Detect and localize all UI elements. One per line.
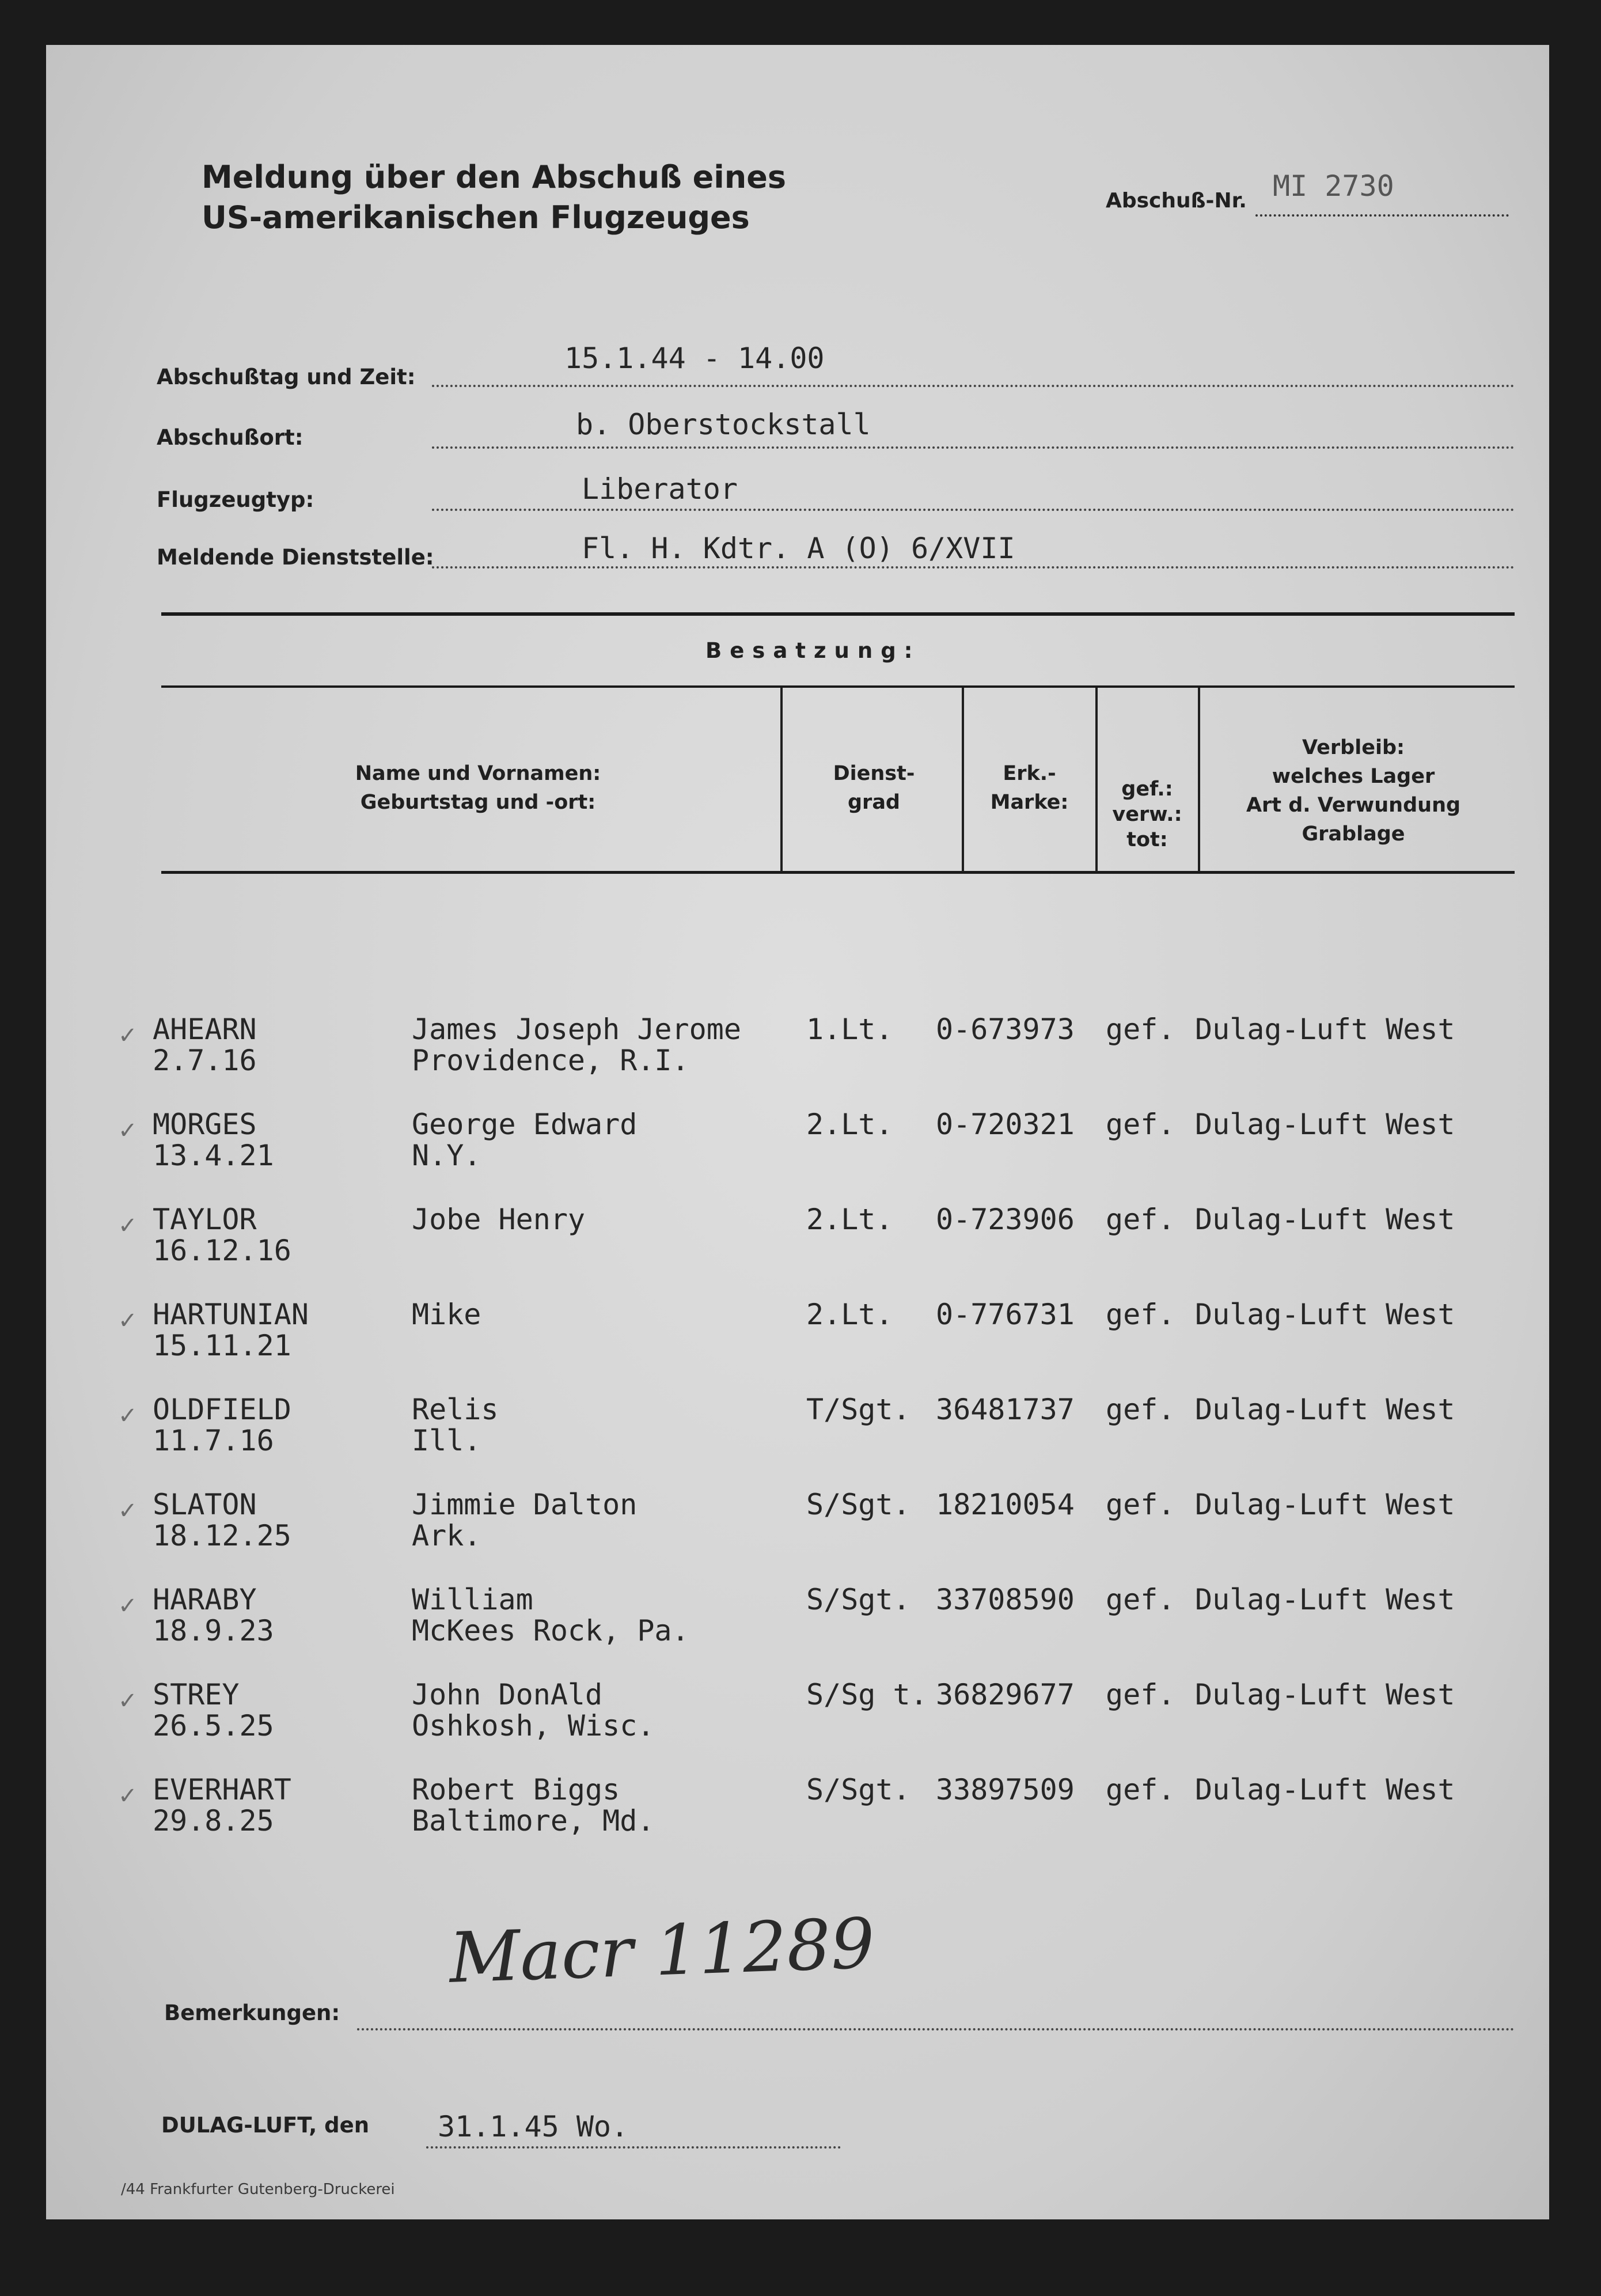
table-row-status: gef. (1106, 1298, 1175, 1331)
check-mark-icon: ✓ (118, 1688, 138, 1714)
table-row-rank: S/Sgt. (806, 1773, 910, 1806)
column-header-rank-line1: Dienst- (833, 762, 915, 785)
form-title-line1: Meldung über den Abschuß eines (202, 159, 787, 195)
table-header-top-border (161, 685, 1515, 688)
table-row-birthdate: 2.7.16 (153, 1044, 257, 1077)
table-column-divider (1095, 688, 1098, 872)
table-row-first-name: Jobe Henry (412, 1203, 586, 1236)
table-row-status: gef. (1106, 1203, 1175, 1236)
table-row-birthdate: 26.5.25 (153, 1709, 274, 1742)
column-header-verbleib (1201, 733, 1506, 848)
place-date-label: DULAG-LUFT, den (161, 2113, 370, 2138)
column-header-name-line2: Geburtstag und -ort: (360, 791, 596, 814)
table-row-location: Dulag-Luft West (1195, 1393, 1455, 1426)
field-label-aircraft: Flugzeugtyp: (157, 487, 314, 512)
table-row-status: gef. (1106, 1108, 1175, 1141)
table-row-last-name: EVERHART (153, 1773, 291, 1806)
table-row-first-name: Mike (412, 1298, 481, 1331)
abschuss-nr-line (1255, 214, 1509, 217)
crew-section-title: Besatzung: (705, 638, 921, 663)
table-row-rank: S/Sgt. (806, 1583, 910, 1616)
table-row-last-name: AHEARN (153, 1013, 257, 1046)
field-value-place: b. Oberstockstall (576, 408, 871, 441)
table-row-location: Dulag-Luft West (1195, 1013, 1455, 1046)
table-row-birthdate: 11.7.16 (153, 1424, 274, 1457)
abschuss-nr-label: Abschuß-Nr. (1106, 189, 1247, 213)
table-row-origin: Oshkosh, Wisc. (412, 1709, 655, 1742)
table-row-first-name: Relis (412, 1393, 499, 1426)
table-row-location: Dulag-Luft West (1195, 1108, 1455, 1141)
table-row-location: Dulag-Luft West (1195, 1298, 1455, 1331)
form-title-line2: US-amerikanischen Flugzeuges (202, 199, 750, 236)
column-header-status-line2: verw.: (1112, 803, 1182, 826)
field-label-date: Abschußtag und Zeit: (157, 365, 416, 389)
column-header-name-line1: Name und Vornamen: (355, 762, 601, 785)
table-row-marke: 0-720321 (936, 1108, 1075, 1141)
table-row-marke: 33897509 (936, 1773, 1075, 1806)
column-header-rank (789, 759, 959, 817)
table-row-location: Dulag-Luft West (1195, 1773, 1455, 1806)
table-row-first-name: James Joseph Jerome (412, 1013, 741, 1046)
column-header-marke-line1: Erk.- (1003, 762, 1056, 785)
check-mark-icon: ✓ (118, 1783, 138, 1809)
table-row-last-name: MORGES (153, 1108, 257, 1141)
column-header-verbleib-line3: Art d. Verwundung (1246, 794, 1461, 817)
column-header-verbleib-line4: Grablage (1302, 823, 1405, 846)
check-mark-icon: ✓ (118, 1403, 138, 1429)
table-row-last-name: HARABY (153, 1583, 257, 1616)
column-header-verbleib-line2: welches Lager (1272, 765, 1435, 788)
table-row-marke: 33708590 (936, 1583, 1075, 1616)
table-row-birthdate: 16.12.16 (153, 1234, 291, 1267)
handwritten-note: Macr 11289 (447, 1904, 877, 1999)
table-row-first-name: Jimmie Dalton (412, 1488, 638, 1521)
table-row-origin: Ill. (412, 1424, 481, 1457)
abschuss-nr-value: MI 2730 (1273, 169, 1394, 203)
table-row-last-name: STREY (153, 1678, 240, 1711)
table-row-rank: 2.Lt. (806, 1203, 893, 1236)
column-header-marke (965, 759, 1094, 817)
field-dots (432, 509, 1515, 511)
table-row-status: gef. (1106, 1393, 1175, 1426)
table-row-origin: McKees Rock, Pa. (412, 1614, 689, 1647)
table-row-marke: 18210054 (936, 1488, 1075, 1521)
table-row-status: gef. (1106, 1583, 1175, 1616)
table-row-marke: 36829677 (936, 1678, 1075, 1711)
table-row-origin: N.Y. (412, 1139, 481, 1172)
table-row-status: gef. (1106, 1488, 1175, 1521)
table-row-first-name: William (412, 1583, 533, 1616)
table-row-birthdate: 29.8.25 (153, 1804, 274, 1837)
table-row-status: gef. (1106, 1773, 1175, 1806)
check-mark-icon: ✓ (118, 1022, 138, 1049)
table-row-origin: Providence, R.I. (412, 1044, 689, 1077)
table-row-birthdate: 13.4.21 (153, 1139, 274, 1172)
table-row-birthdate: 18.9.23 (153, 1614, 274, 1647)
table-row-last-name: TAYLOR (153, 1203, 257, 1236)
table-row-rank: 2.Lt. (806, 1298, 893, 1331)
table-row-marke: 36481737 (936, 1393, 1075, 1426)
field-dots (432, 446, 1515, 449)
printer-imprint: /44 Frankfurter Gutenberg-Druckerei (121, 2181, 395, 2198)
table-row-rank: T/Sgt. (806, 1393, 910, 1426)
table-row-first-name: George Edward (412, 1108, 638, 1141)
table-row-marke: 0-776731 (936, 1298, 1075, 1331)
column-header-verbleib-line1: Verbleib: (1302, 736, 1405, 759)
table-row-rank: S/Sg t. (806, 1678, 928, 1711)
document-sheet (46, 45, 1549, 2219)
table-row-rank: S/Sgt. (806, 1488, 910, 1521)
column-header-status-line3: tot: (1126, 828, 1168, 851)
section-divider (161, 612, 1515, 616)
column-header-rank-line2: grad (848, 791, 900, 814)
check-mark-icon: ✓ (118, 1308, 138, 1334)
table-row-birthdate: 15.11.21 (153, 1329, 291, 1362)
check-mark-icon: ✓ (118, 1498, 138, 1524)
table-row-last-name: SLATON (153, 1488, 257, 1521)
check-mark-icon: ✓ (118, 1593, 138, 1619)
table-column-divider (780, 688, 783, 872)
table-row-marke: 0-673973 (936, 1013, 1075, 1046)
table-row-first-name: John DonAld (412, 1678, 603, 1711)
check-mark-icon: ✓ (118, 1213, 138, 1239)
table-row-rank: 1.Lt. (806, 1013, 893, 1046)
table-row-status: gef. (1106, 1678, 1175, 1711)
remarks-dots (357, 2028, 1515, 2030)
column-header-status-line1: gef.: (1121, 778, 1173, 801)
field-value-aircraft: Liberator (582, 472, 738, 506)
column-header-name (219, 759, 737, 817)
table-row-origin: Ark. (412, 1519, 481, 1552)
table-row-location: Dulag-Luft West (1195, 1678, 1455, 1711)
field-dots (432, 566, 1515, 569)
table-row-first-name: Robert Biggs (412, 1773, 620, 1806)
field-label-place: Abschußort: (157, 425, 303, 450)
table-row-last-name: HARTUNIAN (153, 1298, 309, 1331)
table-row-status: gef. (1106, 1013, 1175, 1046)
table-row-origin: Baltimore, Md. (412, 1804, 655, 1837)
remarks-label: Bemerkungen: (164, 2001, 340, 2025)
table-row-location: Dulag-Luft West (1195, 1203, 1455, 1236)
field-label-unit: Meldende Dienststelle: (157, 545, 434, 570)
table-row-location: Dulag-Luft West (1195, 1583, 1455, 1616)
table-row-birthdate: 18.12.25 (153, 1519, 291, 1552)
place-date-value: 31.1.45 Wo. (438, 2110, 629, 2143)
form-title (202, 157, 786, 238)
table-row-location: Dulag-Luft West (1195, 1488, 1455, 1521)
table-row-rank: 2.Lt. (806, 1108, 893, 1141)
table-header-bottom-border (161, 871, 1515, 874)
column-header-status (1098, 776, 1196, 853)
place-date-dots (426, 2146, 841, 2149)
table-row-last-name: OLDFIELD (153, 1393, 291, 1426)
table-row-marke: 0-723906 (936, 1203, 1075, 1236)
field-dots (432, 385, 1515, 387)
table-column-divider (1198, 688, 1200, 872)
check-mark-icon: ✓ (118, 1117, 138, 1144)
field-value-unit: Fl. H. Kdtr. A (O) 6/XVII (582, 532, 1015, 565)
field-value-date: 15.1.44 - 14.00 (564, 342, 825, 375)
table-column-divider (962, 688, 964, 872)
column-header-marke-line2: Marke: (990, 791, 1069, 814)
